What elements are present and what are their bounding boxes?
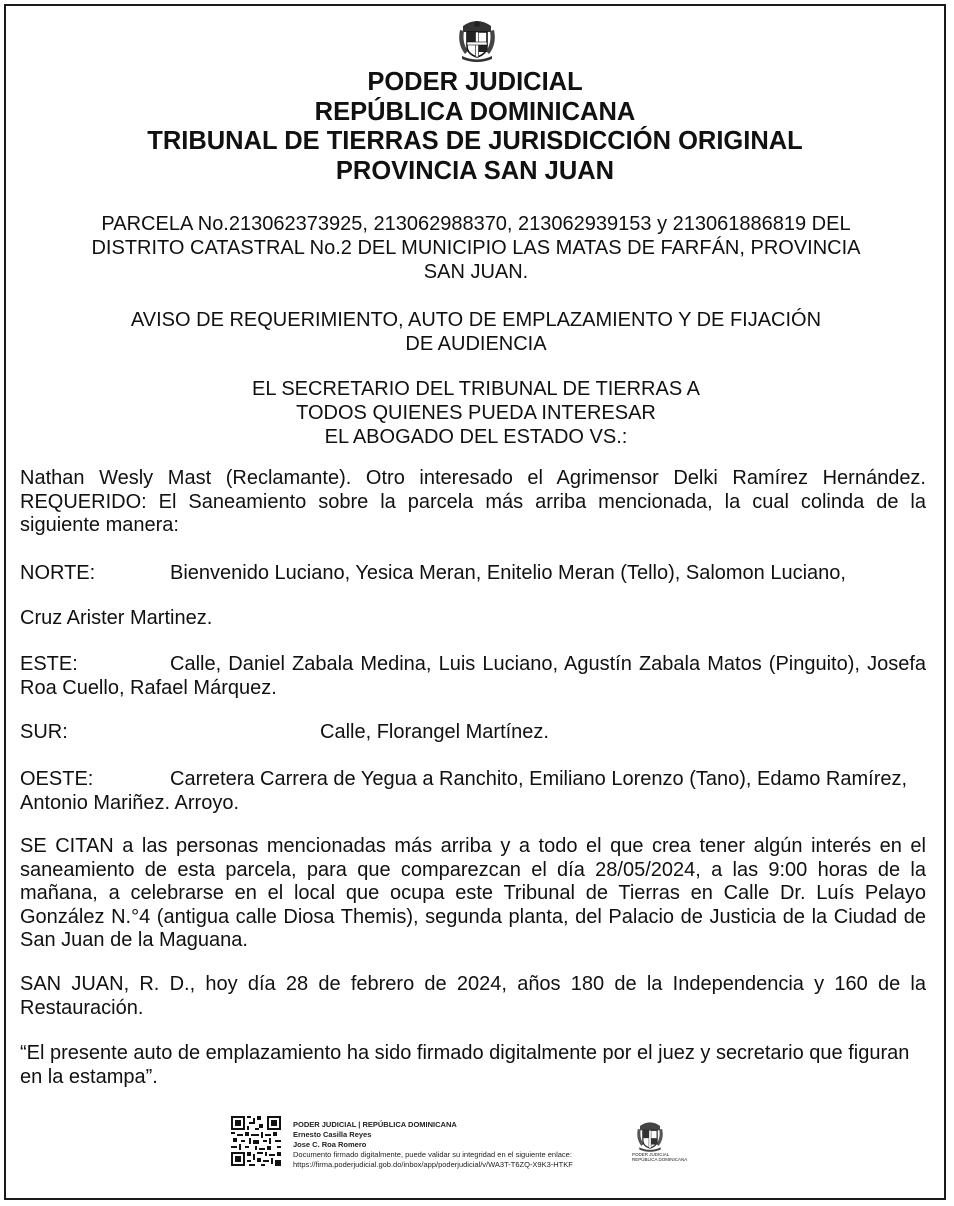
stamp-seal xyxy=(632,1120,688,1166)
intro-paragraph: Nathan Wesly Mast (Reclamante). Otro interesado el Agrimensor Delki Ramírez Hernández. REQUERIDO: El Saneamiento sobre la parcela más arriba mencionada, la cual colinda de la siguiente manera: xyxy=(20,467,926,536)
header-line-3: TRIBUNAL DE TIERRAS DE JURISDICCIÓN ORIGINAL xyxy=(147,127,803,155)
stamp-institution: PODER JUDICIAL | REPÚBLICA DOMINICANA xyxy=(293,1120,457,1129)
header-line-1: PODER JUDICIAL xyxy=(367,68,583,96)
coat-of-arms-icon xyxy=(635,1120,665,1152)
parcela-line-2: DISTRITO CATASTRAL No.2 DEL MUNICIPIO LAS MATAS DE FARFÁN, PROVINCIA xyxy=(91,237,861,259)
oeste-label: OESTE: xyxy=(20,768,94,790)
colindancia-norte xyxy=(20,562,926,586)
fecha-paragraph: SAN JUAN, R. D., hoy día 28 de febrero de 2024, años 180 de la Independencia y 160 de la Restauración. xyxy=(20,973,926,1019)
norte-extra: Cruz Arister Martinez. xyxy=(20,607,213,629)
sur-label: SUR: xyxy=(20,721,68,743)
secretario-line-2: TODOS QUIENES PUEDA INTERESAR xyxy=(296,402,656,424)
colindancia-sur xyxy=(20,720,549,744)
parcela-line-3: SAN JUAN. xyxy=(423,261,529,283)
header-line-4: PROVINCIA SAN JUAN xyxy=(335,156,615,185)
document-header xyxy=(0,68,950,186)
norte-label: NORTE: xyxy=(20,562,96,584)
nota-firma: “El presente auto de emplazamiento ha sido firmado digitalmente por el juez y secretario que figuran en la estampa”. xyxy=(20,1042,910,1088)
stamp-signer-2: Jose C. Roa Romero xyxy=(293,1140,367,1149)
secretario-line-1: EL SECRETARIO DEL TRIBUNAL DE TIERRAS A xyxy=(252,378,700,400)
qr-code-icon xyxy=(231,1116,281,1166)
seal-caption-1: PODER JUDICIAL xyxy=(632,1152,670,1157)
aviso-block xyxy=(20,308,932,356)
secretario-line-3: EL ABOGADO DEL ESTADO VS.: xyxy=(324,426,628,448)
norte-value: Bienvenido Luciano, Yesica Meran, Enitelio Meran (Tello), Salomon Luciano, xyxy=(170,562,846,584)
parcela-line-1: PARCELA No.213062373925, 213062988370, 213062939153 y 213061886819 DEL xyxy=(101,213,851,235)
oeste-value: Carretera Carrera de Yegua a Ranchito, Emiliano Lorenzo (Tano), Edamo Ramírez, Antonio Mariñez. Arroyo. xyxy=(20,768,908,814)
colindancia-este xyxy=(20,653,926,700)
sur-value: Calle, Florangel Martínez. xyxy=(320,721,549,743)
stamp-signer-1: Ernesto Casilla Reyes xyxy=(293,1130,372,1139)
este-value: Calle, Daniel Zabala Medina, Luis Luciano, Agustín Zabala Matos (Pinguito), Josefa Roa Cuello, Rafael Márquez. xyxy=(20,653,926,699)
secretario-block xyxy=(20,377,932,449)
parcela-block xyxy=(20,212,932,284)
coat-of-arms-icon xyxy=(456,18,498,62)
aviso-line-1: AVISO DE REQUERIMIENTO, AUTO DE EMPLAZAMIENTO Y DE FIJACIÓN xyxy=(130,309,822,331)
seal-caption-2: REPÚBLICA DOMINICANA xyxy=(632,1157,688,1162)
digital-signature-stamp xyxy=(293,1120,573,1170)
citacion-paragraph: SE CITAN a las personas mencionadas más arriba y a todo el que crea tener algún interés en el saneamiento de esta parcela, para que comparezcan el día 28/05/2024, a las 9:00 horas de la mañana, a celebrarse en el local que ocupa este Tribunal de Tierras en Calle Dr. Luís Pelayo González N.°4 (antigua calle Diosa Themis), segunda planta, del Palacio de Justicia de la Ciudad de San Juan de la Maguana. xyxy=(20,835,926,951)
colindancia-oeste xyxy=(20,768,926,815)
aviso-line-2: DE AUDIENCIA xyxy=(405,333,547,355)
este-label: ESTE: xyxy=(20,653,78,675)
stamp-validation-link: https://firma.poderjudicial.gob.do/inbox/app/poderjudicial/v/WA3T-T6ZQ-X9K3-HTKF xyxy=(293,1160,573,1169)
stamp-validation-text: Documento firmado digitalmente, puede validar su integridad en el siguiente enlace: xyxy=(293,1150,572,1159)
header-line-2: REPÚBLICA DOMINICANA xyxy=(314,97,636,126)
